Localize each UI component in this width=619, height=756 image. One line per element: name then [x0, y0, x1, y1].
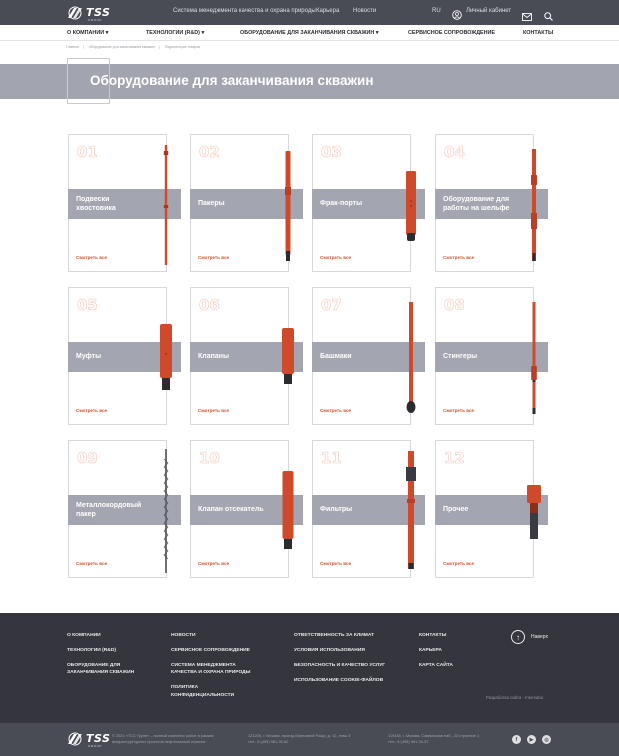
category-card[interactable] [68, 287, 167, 425]
view-all-link[interactable]: Смотреть все [443, 561, 475, 566]
address-line: 121205, г. Москва, проезд Березовой Рощи, д. 12, этаж 3 [248, 733, 351, 738]
logo-subtext: GROUP [88, 18, 103, 22]
top-link-career[interactable]: Карьера [316, 8, 340, 14]
phone-line[interactable]: тел.: 8 (495) 981-90-82 [248, 739, 289, 745]
view-all-link[interactable]: Смотреть все [320, 561, 352, 566]
top-header [0, 0, 619, 25]
language-switch[interactable]: RU [432, 8, 441, 14]
filter-icon [405, 451, 417, 569]
nav-item-equipment-label: ОБОРУДОВАНИЕ ДЛЯ ЗАКАНЧИВАНИЯ СКВАЖИН [240, 30, 375, 36]
view-all-link[interactable]: Смотреть все [76, 255, 108, 260]
frac-port-icon [405, 171, 417, 241]
user-icon[interactable] [452, 7, 462, 25]
facebook-icon[interactable]: f [512, 735, 521, 744]
logo-text: TSS [86, 6, 111, 19]
view-all-link[interactable]: Смотреть все [320, 255, 352, 260]
footer-col-4 [419, 632, 453, 669]
card-number: 12 [444, 449, 465, 467]
copyright-line: инфраструктурных проектов нефтегазовой отрасли. [112, 739, 207, 745]
chevron-down-icon: ▾ [201, 30, 205, 36]
category-card[interactable] [312, 287, 411, 425]
footer-link-quality[interactable]: СИСТЕМА МЕНЕДЖМЕНТА [171, 663, 236, 669]
chevron-down-icon: ▾ [375, 30, 379, 36]
breadcrumb-home[interactable]: Главная [66, 45, 79, 49]
view-all-link[interactable]: Смотреть все [198, 561, 230, 566]
main-nav [0, 25, 619, 41]
top-link-news[interactable]: Новости [353, 8, 377, 14]
card-number: 01 [77, 143, 98, 161]
card-label: Пакеры [198, 200, 225, 208]
category-card[interactable] [312, 440, 411, 578]
footer-col-3 [294, 632, 385, 684]
footer-link-privacy[interactable]: ПОЛИТИКА [171, 685, 199, 691]
card-label: Подвески хвостовика [76, 195, 116, 212]
footer-link-contacts[interactable]: КОНТАКТЫ [419, 633, 447, 638]
stinger-icon [530, 302, 538, 414]
card-number: 10 [199, 449, 220, 467]
view-all-link[interactable]: Смотреть все [198, 255, 230, 260]
category-card[interactable] [190, 287, 289, 425]
search-icon[interactable] [544, 8, 553, 26]
logo[interactable] [66, 5, 110, 20]
category-card[interactable] [68, 440, 167, 578]
logo-mark-icon [66, 732, 84, 746]
footer-link-company[interactable]: О КОМПАНИИ [67, 633, 101, 638]
other-equipment-icon [526, 485, 542, 539]
offshore-equipment-icon [530, 149, 538, 261]
footer-link-quality-2[interactable]: КАЧЕСТВА И ОХРАНА ПРИРОДЫ [171, 670, 251, 676]
nav-item-technologies[interactable] [146, 30, 204, 36]
card-label: Фильтры [320, 506, 353, 514]
breadcrumb-separator: | [158, 45, 160, 49]
liner-hanger-icon [163, 145, 169, 265]
footer-link-cookies[interactable]: ИСПОЛЬЗОВАНИЕ COOKIE-ФАЙЛОВ [294, 678, 384, 684]
nav-item-company-label: О КОМПАНИИ [67, 30, 105, 36]
shoe-icon [406, 302, 416, 414]
copyright-line: © 2021 «ТСС Групп» – полный комплекс работ в рамках [112, 733, 214, 738]
footer-link-climate[interactable]: ОТВЕТСТВЕННОСТЬ ЗА КЛИМАТ [294, 633, 375, 638]
logo-mark-icon [66, 6, 84, 20]
page-title: Оборудование для заканчивания скважин [90, 73, 374, 88]
card-label: Муфты [76, 353, 102, 361]
footer-link-privacy-2[interactable]: КОНФИДЕНЦИАЛЬНОСТИ [171, 692, 235, 698]
phone-line[interactable]: тел.: 8 (495) 981-33-37 [388, 739, 429, 745]
youtube-icon[interactable]: ▶ [527, 735, 536, 744]
footer-link-equipment-2[interactable]: ЗАКАНЧИВАНИЯ СКВАЖИН [67, 670, 135, 676]
address-1 [248, 733, 350, 746]
card-number: 04 [444, 143, 465, 161]
breadcrumb-equipment[interactable]: Оборудование для заканчивания скважин [88, 45, 155, 49]
category-card[interactable] [312, 134, 411, 272]
category-card[interactable] [68, 134, 167, 272]
card-label: Оборудование для работы на шельфе [443, 195, 510, 212]
nav-item-equipment[interactable] [240, 30, 379, 36]
card-number: 11 [321, 449, 342, 467]
account-link[interactable]: Личный кабинет [466, 8, 512, 14]
top-link-quality[interactable]: Система менеджмента качества и охрана природы [173, 8, 316, 14]
view-all-link[interactable]: Смотреть все [76, 561, 108, 566]
logo-text: TSS [86, 732, 111, 745]
card-number: 07 [321, 296, 342, 314]
card-label: Стингеры [443, 353, 478, 361]
copyright [112, 733, 214, 746]
footer-link-news[interactable]: НОВОСТИ [171, 633, 196, 638]
scroll-top-button[interactable] [511, 630, 525, 644]
category-card[interactable] [435, 287, 534, 425]
logo-subtext: GROUP [88, 744, 103, 748]
category-card[interactable] [435, 440, 534, 578]
developer-credit[interactable]: Разработка сайта - Intersaba [486, 695, 544, 700]
safety-valve-icon [281, 471, 295, 549]
footer-link-technologies[interactable]: ТЕХНОЛОГИИ (R&D) [67, 648, 116, 654]
footer-col-1 [67, 632, 134, 676]
footer-link-career[interactable]: КАРЬЕРА [419, 648, 442, 654]
card-number: 06 [199, 296, 220, 314]
footer-link-service[interactable]: СЕРВИСНОЕ СОПРОВОЖДЕНИЕ [171, 648, 250, 654]
category-card[interactable] [435, 134, 534, 272]
metal-cord-packer-icon [163, 449, 169, 573]
footer-link-terms[interactable]: УСЛОВИЯ ИСПОЛЬЗОВАНИЯ [294, 648, 365, 654]
nav-item-contacts[interactable]: КОНТАКТЫ [523, 30, 554, 36]
breadcrumb-current: Подкатегории товаров [164, 45, 201, 49]
card-label: Клапаны [198, 353, 229, 361]
card-number: 05 [77, 296, 98, 314]
breadcrumb-separator: | [82, 45, 84, 49]
view-all-link[interactable]: Смотреть все [76, 408, 108, 413]
scroll-top-label[interactable]: Наверх [531, 634, 548, 640]
view-all-link[interactable]: Смотреть все [443, 408, 475, 413]
category-card[interactable] [190, 440, 289, 578]
chevron-down-icon: ▾ [105, 30, 109, 36]
category-card[interactable] [190, 134, 289, 272]
card-number: 08 [444, 296, 465, 314]
card-number: 02 [199, 143, 220, 161]
footer-col-2 [171, 632, 250, 699]
view-all-link[interactable]: Смотреть все [320, 408, 352, 413]
instagram-icon[interactable]: ◎ [542, 735, 551, 744]
coupling-icon [159, 324, 173, 390]
address-line: 119435, г. Москва, Саввинская наб., 23 строение 1 [388, 733, 480, 738]
footer-link-safety[interactable]: БЕЗОПАСНОСТЬ И КАЧЕСТВО УСЛУГ [294, 663, 386, 669]
nav-item-technologies-label: ТЕХНОЛОГИИ (R&D) [146, 30, 200, 36]
card-label: Прочее [443, 506, 469, 514]
card-label: Башмаки [320, 353, 352, 361]
card-label: Металлокордовый пакер [76, 501, 142, 518]
card-label: Фрак-порты [320, 200, 363, 208]
card-number: 09 [77, 449, 98, 467]
view-all-link[interactable]: Смотреть все [443, 255, 475, 260]
valve-icon [281, 328, 295, 384]
mail-icon[interactable] [522, 8, 532, 26]
card-label: Клапан отсекатель [198, 506, 264, 514]
view-all-link[interactable]: Смотреть все [198, 408, 230, 413]
address-2 [388, 733, 479, 746]
breadcrumb [66, 45, 204, 49]
footer-link-equipment[interactable]: ОБОРУДОВАНИЕ ДЛЯ [67, 663, 121, 669]
nav-item-company[interactable] [67, 30, 108, 36]
arrow-up-icon: ↑ [516, 632, 520, 642]
footer-logo[interactable] [66, 731, 110, 746]
card-number: 03 [321, 143, 342, 161]
nav-item-service[interactable]: СЕРВИСНОЕ СОПРОВОЖДЕНИЕ [408, 30, 496, 36]
packer-icon [283, 151, 293, 261]
footer-link-sitemap[interactable]: КАРТА САЙТА [419, 663, 453, 669]
